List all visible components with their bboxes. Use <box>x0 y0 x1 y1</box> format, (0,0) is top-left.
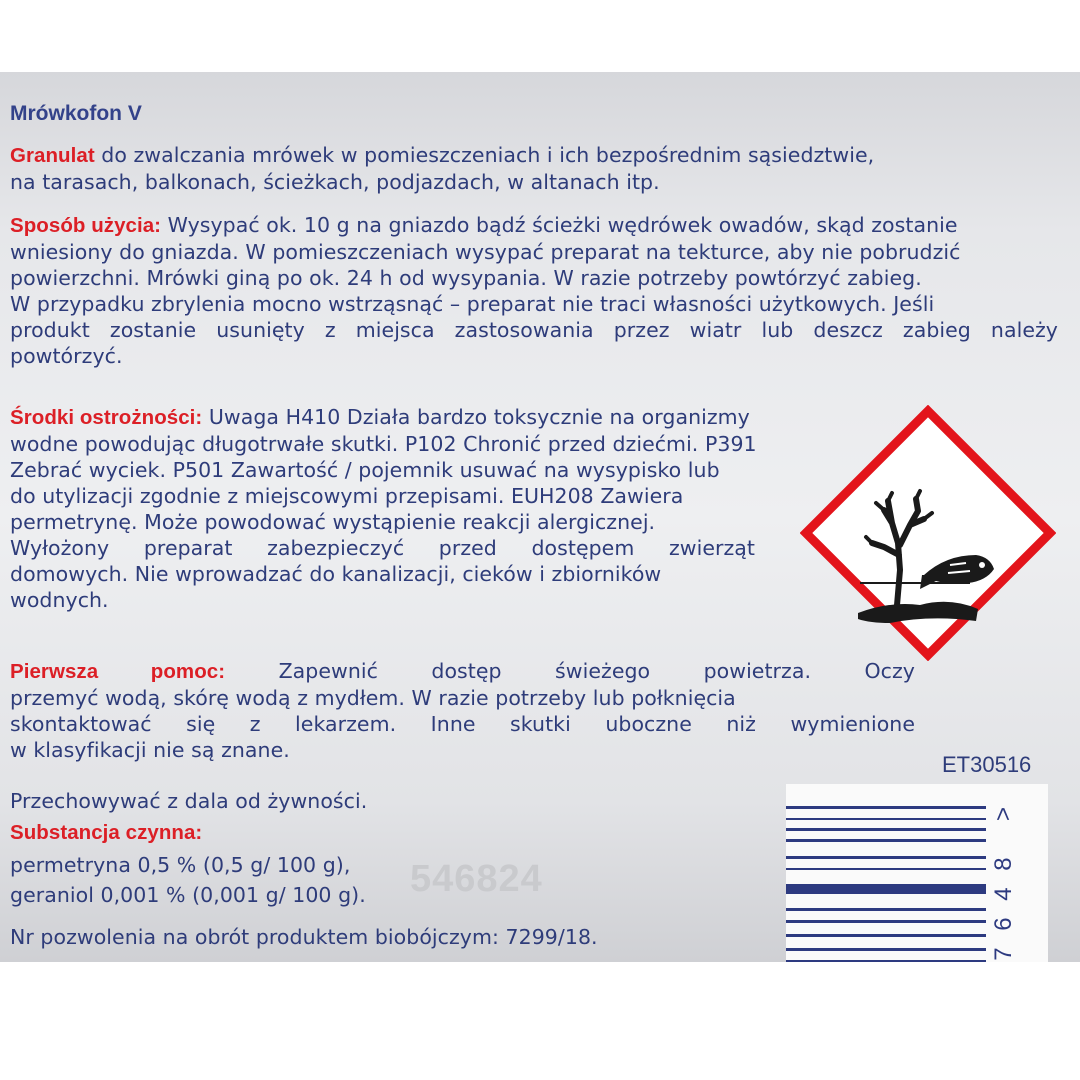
first-aid-section <box>10 658 915 763</box>
barcode-bar <box>786 934 986 937</box>
ghost-number: 546824 <box>410 858 543 900</box>
active-substance-heading: Substancja czynna: <box>10 821 203 844</box>
granulat-line-2: na tarasach, balkonach, ścieżkach, podjazdach, w altanach itp. <box>10 170 660 194</box>
precautions-heading: Środki ostrożności: <box>10 406 203 429</box>
product-name: Mrówkofon V <box>10 102 142 125</box>
barcode <box>786 784 1048 962</box>
precautions-line: Wyłożony preparat zabezpieczyć przed dostępem zwierząt <box>10 536 755 560</box>
barcode-digit: 4 <box>990 887 1017 901</box>
barcode-digit: 7 <box>990 947 1017 961</box>
active-substance-line: permetryna 0,5 % (0,5 g/ 100 g), <box>10 853 351 877</box>
first-aid-line: przemyć wodą, skórę wodą z mydłem. W razie potrzeby lub połknięcia <box>10 686 736 710</box>
precautions-line: wodne powodując długotrwałe skutki. P102 Chronić przed dziećmi. P391 <box>10 432 757 456</box>
product-label <box>0 72 1080 962</box>
usage-line: powierzchni. Mrówki giną po ok. 24 h od wysypania. W razie potrzeby powtórzyć zabieg. <box>10 266 922 290</box>
usage-line: wniesiony do gniazda. W pomieszczeniach wysypać preparat na tekturce, aby nie pobrudzić <box>10 240 961 264</box>
barcode-bar <box>786 960 986 962</box>
precautions-line: Zebrać wyciek. P501 Zawartość / pojemnik usuwać na wysypisko lub <box>10 458 720 482</box>
permit-number: Nr pozwolenia na obrót produktem biobójczym: 7299/18. <box>10 925 598 949</box>
active-substance-line: geraniol 0,001 % (0,001 g/ 100 g). <box>10 883 366 907</box>
granulat-section <box>10 142 1070 195</box>
usage-line: W przypadku zbrylenia mocno wstrząsnąć – preparat nie traci własności użytkowych. Jeśli <box>10 292 935 316</box>
usage-heading: Sposób użycia: <box>10 214 162 237</box>
barcode-digits <box>966 804 1046 962</box>
first-aid-line: w klasyfikacji nie są znane. <box>10 738 290 762</box>
precautions-line: do utylizacji zgodnie z miejscowymi przepisami. EUH208 Zawiera <box>10 484 684 508</box>
product-code: ET30516 <box>942 752 1032 777</box>
usage-section <box>10 212 1058 369</box>
environment-hazard-icon <box>800 405 1056 661</box>
first-aid-line: skontaktować się z lekarzem. Inne skutki uboczne niż wymienione <box>10 712 915 736</box>
precautions-line: domowych. Nie wprowadzać do kanalizacji, cieków i zbiorników <box>10 562 662 586</box>
barcode-bar <box>786 818 986 820</box>
active-substance-section <box>10 820 366 908</box>
precautions-line: wodnych. <box>10 588 109 612</box>
barcode-bar <box>786 839 986 842</box>
barcode-digit: 6 <box>990 917 1017 931</box>
barcode-bar <box>786 908 986 911</box>
barcode-digit: 8 <box>990 857 1017 871</box>
barcode-bar <box>786 920 986 923</box>
granulat-line-1: do zwalczania mrówek w pomieszczeniach i ich bezpośrednim sąsiedztwie, <box>94 143 875 167</box>
storage-note: Przechowywać z dala od żywności. <box>10 789 368 813</box>
barcode-bar <box>786 856 986 859</box>
precautions-line-1: Uwaga H410 Działa bardzo toksycznie na organizmy <box>202 405 750 429</box>
barcode-bar <box>786 884 986 894</box>
usage-line: powtórzyć. <box>10 344 123 368</box>
first-aid-line-1: Zapewnić dostęp świeżego powietrza. Oczy <box>225 659 915 683</box>
barcode-bar <box>786 828 986 831</box>
granulat-heading: Granulat <box>10 144 95 167</box>
precautions-line: permetrynę. Może powodować wystąpienie reakcji alergicznej. <box>10 510 656 534</box>
barcode-bar <box>786 948 986 951</box>
usage-line-1: Wysypać ok. 10 g na gniazdo bądź ścieżki wędrówek owadów, skąd zostanie <box>161 213 958 237</box>
first-aid-heading: Pierwsza pomoc: <box>10 660 226 683</box>
usage-line: produkt zostanie usunięty z miejsca zastosowania przez wiatr lub deszcz zabieg należy <box>10 318 1058 342</box>
precautions-section <box>10 404 800 613</box>
barcode-bar <box>786 806 986 809</box>
barcode-bar <box>786 868 986 870</box>
barcode-digit: > <box>990 807 1017 822</box>
